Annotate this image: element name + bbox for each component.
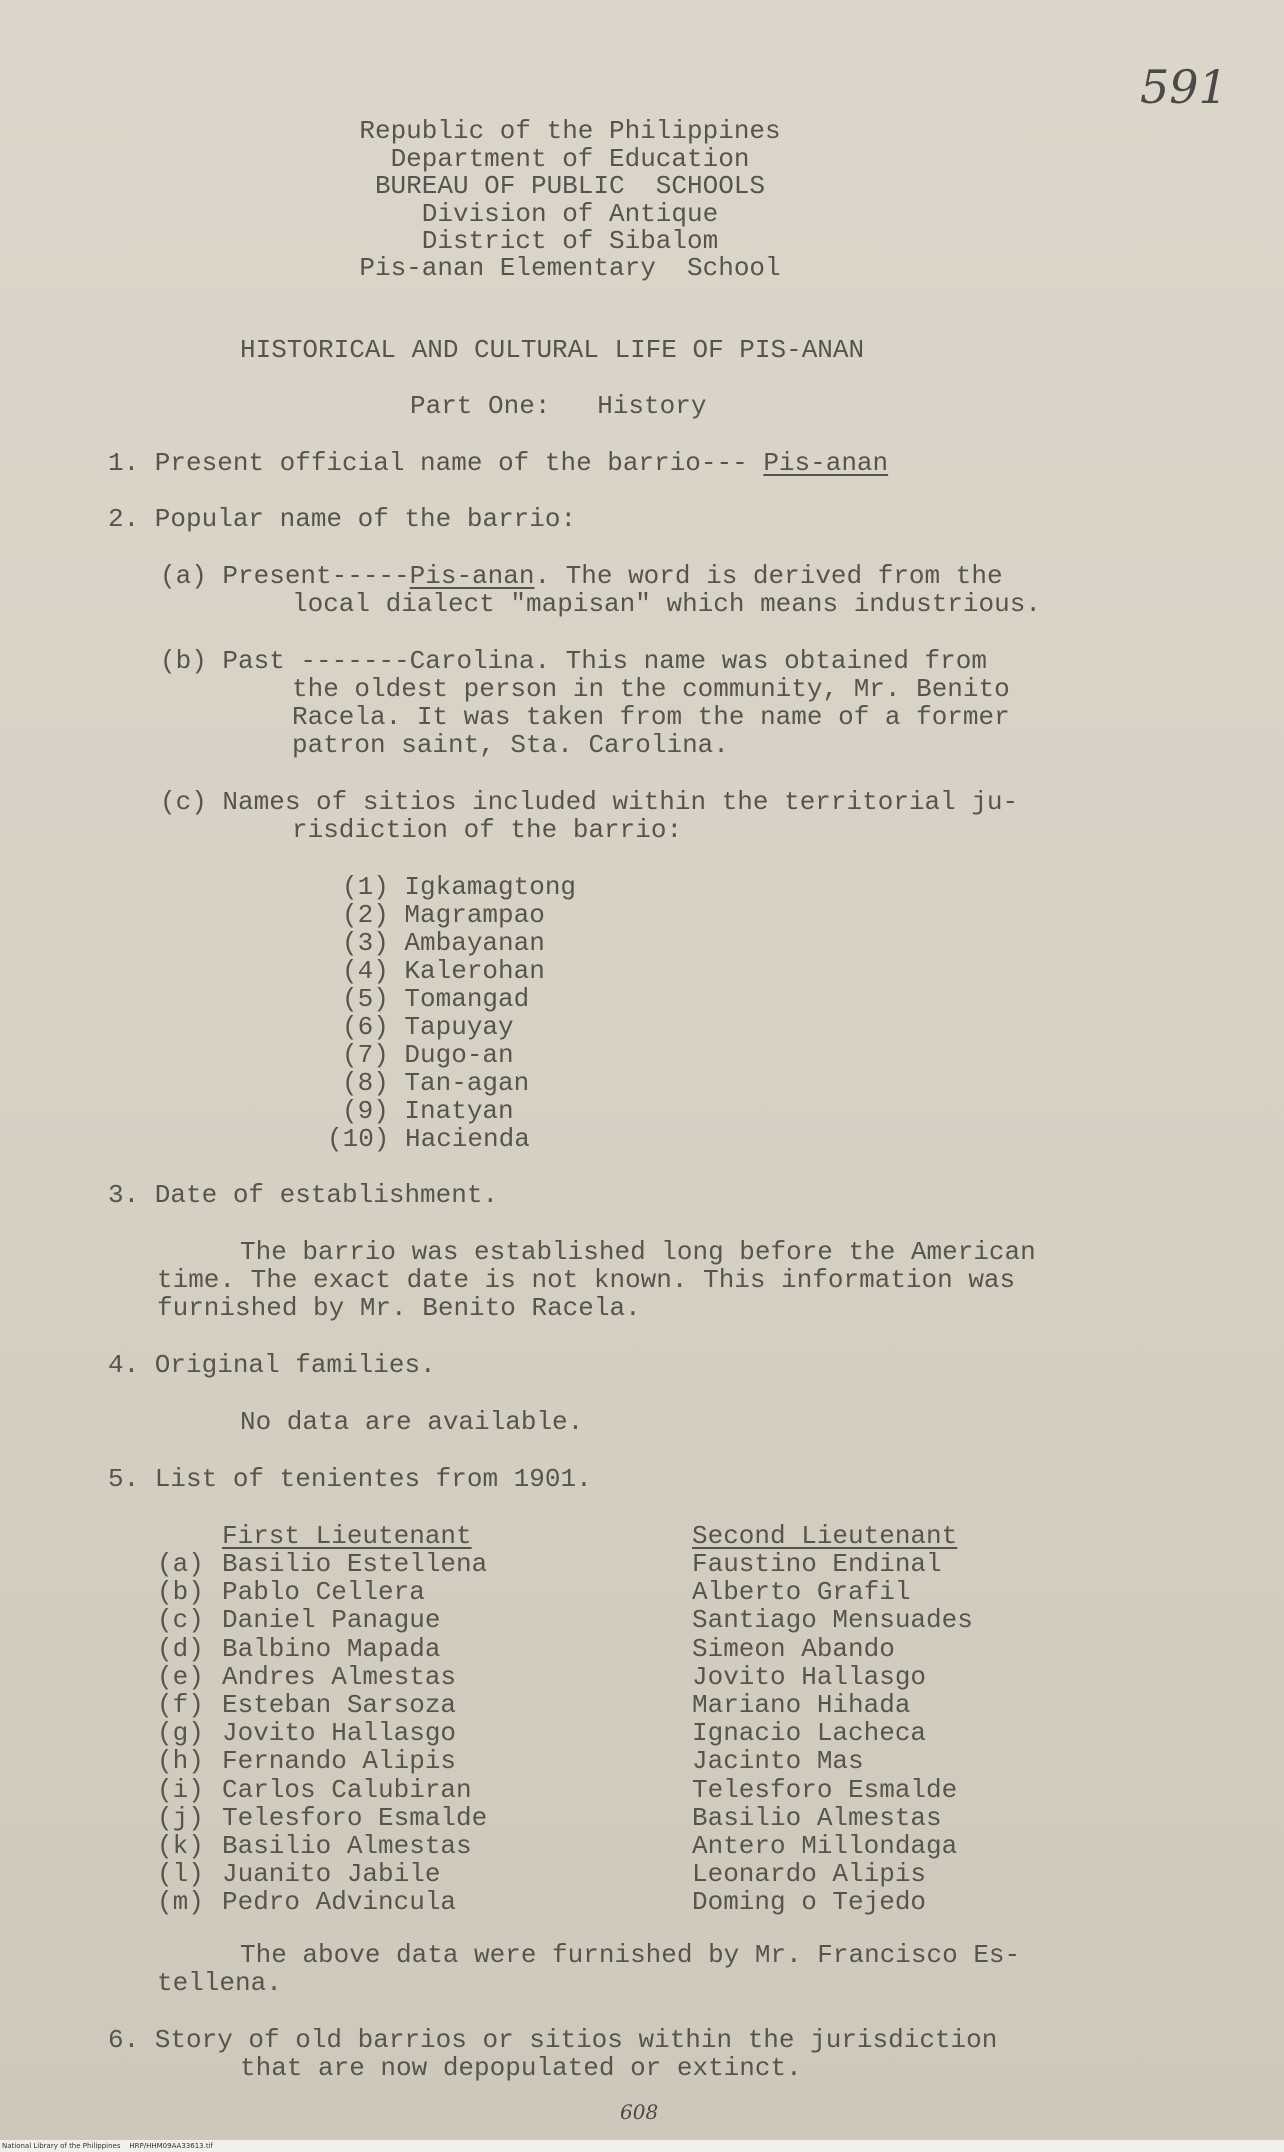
item-6-line2: that are now depopulated or extinct. xyxy=(240,2053,802,2083)
header-line: BUREAU OF PUBLIC SCHOOLS xyxy=(374,171,766,201)
item-5-label: 5. List of tenientes from 1901. xyxy=(108,1464,592,1494)
first-lieutenant-name: Esteban Sarsoza xyxy=(222,1690,457,1720)
item-1-value: Pis-anan xyxy=(763,448,889,478)
scan-footer: National Library of the Philippines HRP/HHM09AA33613.tif xyxy=(0,2140,1284,2152)
item-2-label: 2. Popular name of the barrio: xyxy=(108,504,577,534)
first-lieutenant-name: Basilio Estellena xyxy=(222,1549,488,1579)
sitio-item: (9) Inatyan xyxy=(342,1096,514,1126)
item-2b-line: (b) Past -------Carolina. This name was obtained from xyxy=(160,646,987,676)
header-line: Republic of the Philippines xyxy=(359,116,781,146)
second-lieutenant-name: Doming o Tejedo xyxy=(692,1887,927,1917)
second-lieutenant-name: Basilio Almestas xyxy=(692,1803,942,1833)
header-line: District of Sibalom xyxy=(421,226,719,256)
sitio-item: (7) Dugo-an xyxy=(342,1040,514,1070)
row-letter: (d) xyxy=(157,1634,204,1664)
first-lieutenant-name: Fernando Alipis xyxy=(222,1746,457,1776)
item-1 xyxy=(108,449,888,477)
header-line: Department of Education xyxy=(390,144,750,174)
first-lieutenant-name: Pablo Cellera xyxy=(222,1577,425,1607)
item-5-note: tellena. xyxy=(157,1968,282,1998)
first-lieutenant-name: Balbino Mapada xyxy=(222,1634,441,1664)
item-2a-value: Pis-anan xyxy=(409,561,535,591)
second-lieutenant-name: Leonardo Alipis xyxy=(692,1859,927,1889)
part-heading: Part One: History xyxy=(410,391,707,421)
sitio-item: (4) Kalerohan xyxy=(342,956,545,986)
header-line: Division of Antique xyxy=(421,199,719,229)
sitio-item: (10) Hacienda xyxy=(327,1124,530,1154)
second-lieutenant-name: Ignacio Lacheca xyxy=(692,1718,927,1748)
item-1-label: 1. Present official name of the barrio--- xyxy=(108,448,764,478)
first-lieutenant-name: Daniel Panague xyxy=(222,1605,441,1635)
item-4-label: 4. Original families. xyxy=(108,1350,436,1380)
sitio-item: (6) Tapuyay xyxy=(342,1012,514,1042)
second-lieutenant-name: Mariano Hihada xyxy=(692,1690,911,1720)
item-3-line: time. The exact date is not known. This information was xyxy=(157,1265,1016,1295)
first-lieutenant-name: Andres Almestas xyxy=(222,1662,457,1692)
header-line: Pis-anan Elementary School xyxy=(359,253,781,283)
row-letter: (g) xyxy=(157,1718,204,1748)
second-lieutenant-header: Second Lieutenant xyxy=(692,1521,958,1551)
item-2c-line: (c) Names of sitios included within the territorial ju- xyxy=(160,787,1019,817)
row-letter: (i) xyxy=(157,1775,204,1805)
row-letter: (a) xyxy=(157,1549,204,1579)
row-letter: (h) xyxy=(157,1746,204,1776)
item-2b-line: patron saint, Sta. Carolina. xyxy=(292,730,729,760)
item-4-text: No data are available. xyxy=(240,1407,584,1437)
item-2c-line: risdiction of the barrio: xyxy=(292,815,683,845)
second-lieutenant-name: Alberto Grafil xyxy=(692,1577,911,1607)
sitio-item: (8) Tan-agan xyxy=(342,1068,530,1098)
item-3-line: The barrio was established long before the American xyxy=(240,1237,1036,1267)
second-lieutenant-name: Jacinto Mas xyxy=(692,1746,864,1776)
item-2a-line2: local dialect "mapisan" which means industrious. xyxy=(292,589,1041,619)
row-letter: (l) xyxy=(157,1859,204,1889)
handwritten-page-number: 591 xyxy=(1140,60,1228,114)
first-lieutenant-name: Pedro Advincula xyxy=(222,1887,457,1917)
handwritten-bottom-mark: 608 xyxy=(620,2100,659,2124)
first-lieutenant-name: Jovito Hallasgo xyxy=(222,1718,457,1748)
row-letter: (e) xyxy=(157,1662,204,1692)
second-lieutenant-name: Telesforo Esmalde xyxy=(692,1775,958,1805)
item-3-label: 3. Date of establishment. xyxy=(108,1180,499,1210)
sitio-item: (5) Tomangad xyxy=(342,984,530,1014)
item-6-label: 6. Story of old barrios or sitios within the jurisdiction xyxy=(108,2025,998,2055)
first-lieutenant-name: Telesforo Esmalde xyxy=(222,1803,488,1833)
first-lieutenant-name: Juanito Jabile xyxy=(222,1859,441,1889)
row-letter: (b) xyxy=(157,1577,204,1607)
row-letter: (k) xyxy=(157,1831,204,1861)
second-lieutenant-name: Antero Millondaga xyxy=(692,1831,958,1861)
item-2a-prefix: (a) Present----- xyxy=(160,561,410,591)
item-2b-line: the oldest person in the community, Mr. Benito xyxy=(292,674,1010,704)
item-5-note: The above data were furnished by Mr. Francisco Es- xyxy=(240,1940,1021,1970)
row-letter: (m) xyxy=(157,1887,204,1917)
item-2a-line xyxy=(160,562,1003,590)
sitio-item: (3) Ambayanan xyxy=(342,928,545,958)
first-lieutenant-name: Basilio Almestas xyxy=(222,1831,472,1861)
item-2b-line: Racela. It was taken from the name of a former xyxy=(292,702,1010,732)
row-letter: (f) xyxy=(157,1690,204,1720)
second-lieutenant-name: Santiago Mensuades xyxy=(692,1605,973,1635)
second-lieutenant-name: Faustino Endinal xyxy=(692,1549,942,1579)
document-title: HISTORICAL AND CULTURAL LIFE OF PIS-ANAN xyxy=(240,335,865,365)
sitio-item: (1) Igkamagtong xyxy=(342,872,577,902)
second-lieutenant-name: Simeon Abando xyxy=(692,1634,895,1664)
sitio-item: (2) Magrampao xyxy=(342,900,545,930)
item-2a-rest: . The word is derived from the xyxy=(534,561,1003,591)
row-letter: (j) xyxy=(157,1803,204,1833)
first-lieutenant-name: Carlos Calubiran xyxy=(222,1775,472,1805)
row-letter: (c) xyxy=(157,1605,204,1635)
second-lieutenant-name: Jovito Hallasgo xyxy=(692,1662,927,1692)
item-3-line: furnished by Mr. Benito Racela. xyxy=(157,1293,641,1323)
first-lieutenant-header: First Lieutenant xyxy=(222,1521,472,1551)
